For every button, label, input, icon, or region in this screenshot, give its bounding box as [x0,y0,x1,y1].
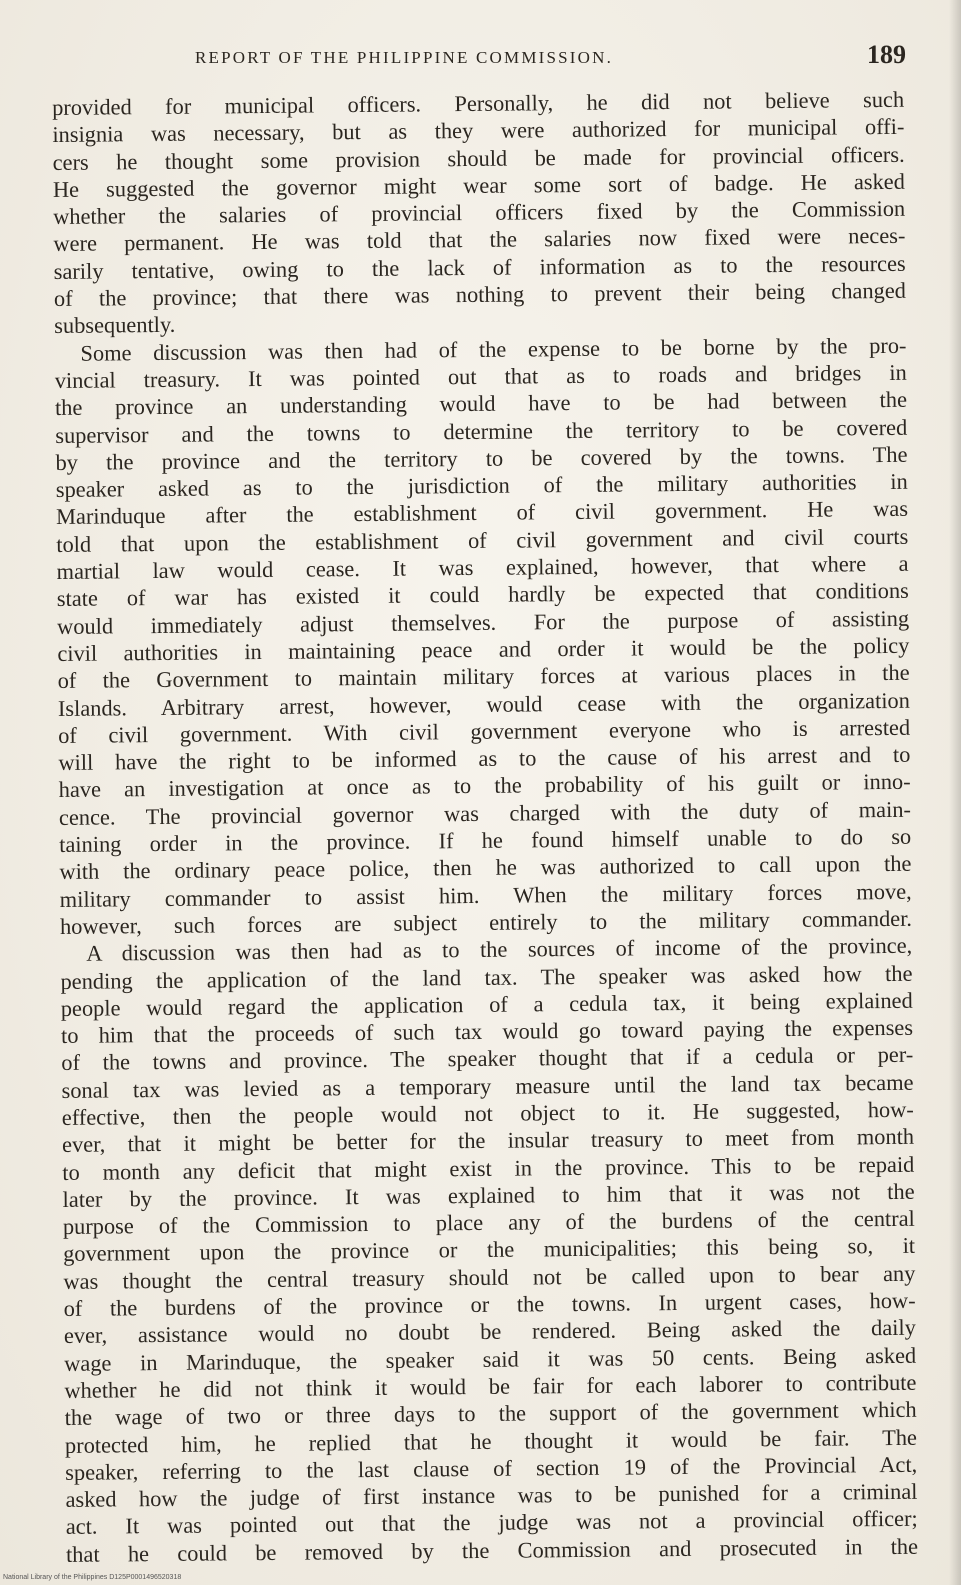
text-line: vincial treasury. It was pointed out that as to roads and bridges in [54,359,907,393]
text-line: military commander to assist him. When the military forces move, [59,878,912,912]
text-line: wage in Marinduque, the speaker said it was 50 cents. Being asked [64,1342,917,1376]
text-line: purpose of the Commission to place any of the burdens of the central [62,1205,915,1240]
text-line: with the ordinary peace police, then he was authorized to call upon the [59,851,912,885]
text-line: effective, then the people would not object to it. He suggested, how- [61,1096,914,1130]
text-line: of the burdens of the province or the towns. In urgent cases, how- [63,1287,916,1322]
text-line: of civil government. With civil government everyone who is arrested [58,714,911,748]
text-line: by the province and the territory to be covered by the towns. The [55,441,908,475]
text-line: later by the province. It was explained to him that it was not the [62,1178,915,1212]
text-line: were permanent. He was told that the salaries now fixed were neces- [53,223,906,257]
text-line: have an investigation at once as to the probability of his guilt or inno- [58,769,911,803]
text-line: sonal tax was levied as a temporary measure until the land tax became [61,1069,914,1103]
text-line: however, such forces are subject entirely to the military commander. [59,905,913,939]
text-line: Marinduque after the establishment of civil government. He was [55,496,909,530]
text-line: to him that the proceeds of such tax would go toward paying the expenses [60,1014,914,1049]
text-line: supervisor and the towns to determine the territory to be covered [55,414,908,448]
text-line: ever, that it might be better for the insular treasury to meet from month [61,1124,915,1158]
running-head: REPORT OF THE PHILIPPINE COMMISSION. [195,48,614,67]
text-line: insignia was necessary, but as they were authorized for municipal offi- [52,114,905,148]
body-text [52,86,918,1568]
text-line: whether the salaries of provincial officers fixed by the Commission [53,196,906,230]
text-line: the wage of two or three days to the support of the government which [64,1397,917,1431]
text-line: cence. The provincial governor was charged with the duty of main- [58,796,912,830]
text-line: of the province; that there was nothing to prevent their being changed [53,277,907,312]
text-line: to month any deficit that might exist in the province. This to be repaid [62,1151,915,1185]
text-line: would immediately adjust themselves. For the purpose of assisting [56,605,910,639]
text-line: ever, assistance would no doubt be rendered. Being asked the daily [63,1315,917,1349]
text-line: pending the application of the land tax. The speaker was asked how the [60,960,913,994]
text-line: of the towns and province. The speaker thought that if a cedula or per- [61,1042,914,1076]
text-line: the province an understanding would have to be had between the [54,387,908,421]
text-line: people would regard the application of a cedula tax, it being explained [60,987,913,1021]
text-line: state of war has existed it could hardly be expected that conditions [56,578,909,612]
text-line: whether he did not think it would be fair for each laborer to contribute [64,1369,917,1403]
text-line: speaker asked as to the jurisdiction of the military authorities in [55,468,908,503]
text-line: martial law would cease. It was explained, however, that where a [56,550,909,585]
text-line: asked how the judge of first instance was to be punished for a criminal [65,1478,918,1513]
text-line: subsequently. [54,312,176,339]
page-number: 189 [867,40,906,69]
page-header [195,40,906,80]
scan-footer: National Library of the Philippines D125P0001496520318 [3,1574,182,1581]
text-line: protected him, he replied that he thought it would be fair. The [64,1424,918,1458]
text-line: Islands. Arbitrary arrest, however, would cease with the organization [57,687,910,721]
text-line: speaker, referring to the last clause of section 19 of the Provincial Act, [65,1451,918,1485]
text-line: civil authorities in maintaining peace and order it would be the policy [57,632,910,666]
text-line: sarily tentative, owing to the lack of information as to the resources [53,250,906,284]
text-line: provided for municipal officers. Personally, he did not believe such [52,86,905,120]
text-line: told that upon the establishment of civil government and civil courts [56,523,909,557]
text-line: will have the right to be informed as to the cause of his arrest and to [58,741,911,776]
text-line: of the Government to maintain military forces at various places in the [57,660,910,694]
text-line: cers he thought some provision should be made for provincial officers. [52,141,905,175]
text-line: government upon the province or the municipalities; this being so, it [63,1233,916,1267]
text-line: taining order in the province. If he found himself unable to do so [59,823,912,857]
text-line: He suggested the governor might wear some sort of badge. He asked [52,168,905,202]
text-line: A discussion was then had as to the sources of income of the province, [86,932,913,966]
text-line: that he could be removed by the Commission and prosecuted in the [65,1533,919,1567]
text-line: act. It was pointed out that the judge was not a provincial officer; [65,1506,918,1540]
text-line: was thought the central treasury should not be called upon to bear any [63,1260,916,1294]
text-line: Some discussion was then had of the expense to be borne by the pro- [80,332,907,366]
